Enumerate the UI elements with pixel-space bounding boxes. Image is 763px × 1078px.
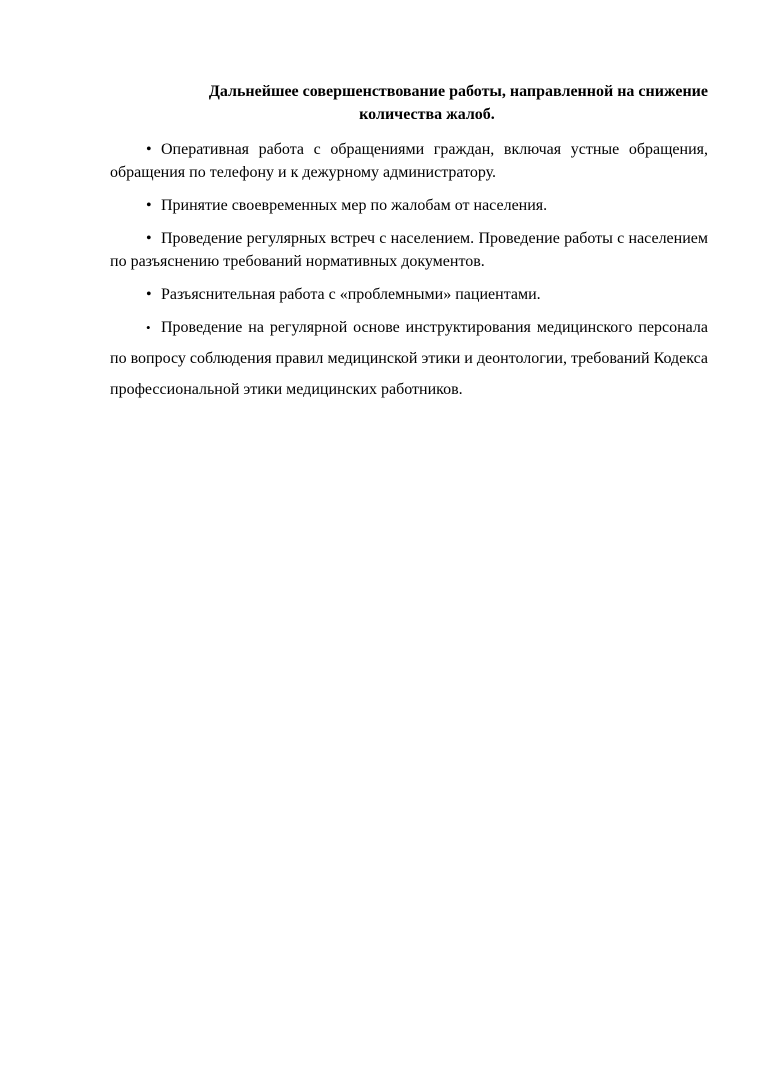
list-item (110, 227, 708, 273)
bullet-icon: • (146, 197, 152, 214)
list-item (110, 283, 708, 306)
list-item-text: Проведение регулярных встреч с населением. Проведение работы с населением по разъяснению требований нормативных документов. (110, 230, 708, 270)
list-item (110, 138, 708, 184)
document-page (110, 80, 708, 415)
list-item-text: Разъяснительная работа с «проблемными» пациентами. (161, 286, 541, 303)
list-item-text: Принятие своевременных мер по жалобам от населения. (161, 197, 548, 214)
document-title (110, 80, 708, 126)
title-line-1: Дальнейшее совершенствование работы, направленной на снижение (208, 83, 708, 100)
bullet-icon: • (146, 141, 152, 158)
list-item (110, 312, 708, 405)
bullet-icon: • (146, 320, 151, 335)
title-line-2: количества жалоб. (359, 106, 495, 123)
list-item-text: Оперативная работа с обращениями граждан, включая устные обращения, обращения по телефону и к дежурному администратору. (110, 141, 708, 181)
list-item-text: Проведение на регулярной основе инструктирования медицинского персонала по вопросу соблюдения правил медицинской этики и деонтологии, требований Кодекса профессиональной этики медицинских работников. (110, 319, 708, 398)
bullet-icon: • (146, 230, 152, 247)
list-item (110, 194, 708, 217)
bullet-icon: • (146, 286, 152, 303)
